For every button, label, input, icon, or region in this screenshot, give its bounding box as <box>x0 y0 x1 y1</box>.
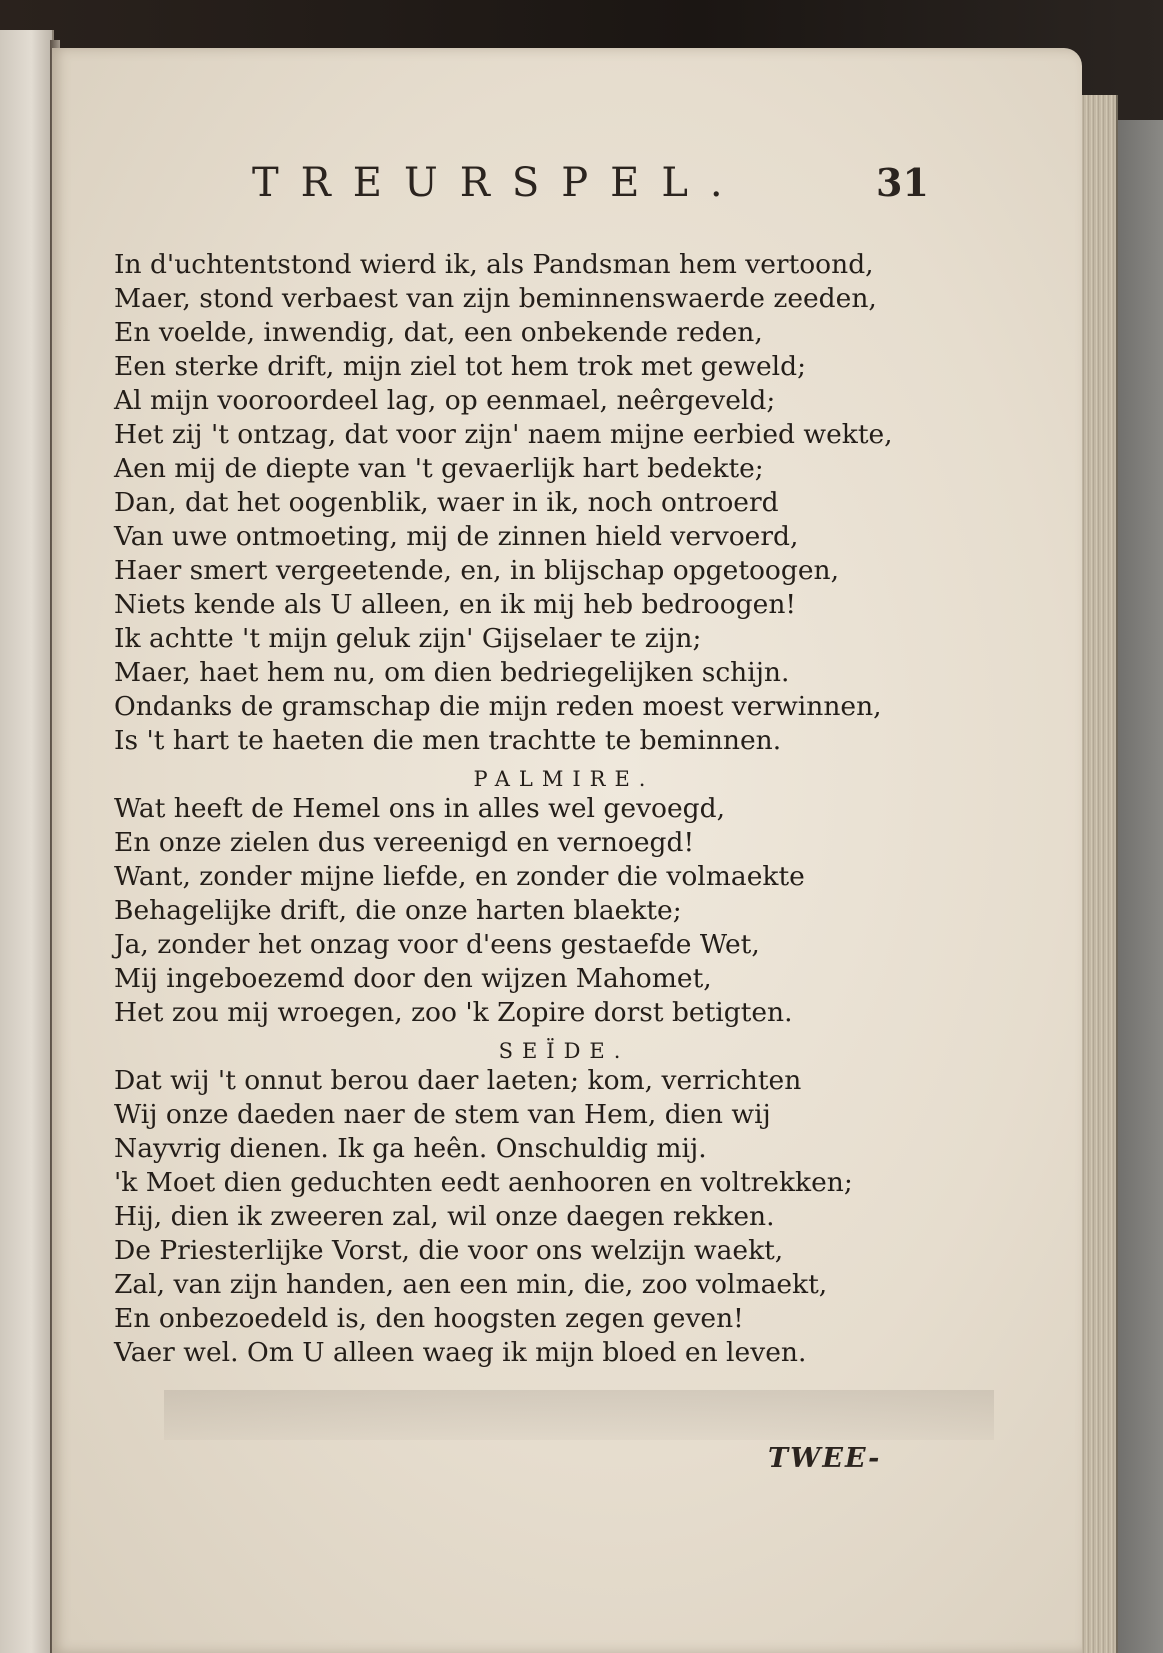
verse-line: Wat heeft de Hemel ons in alles wel gevoegd, <box>114 793 726 824</box>
verse-line: En voelde, inwendig, dat, een onbekende reden, <box>114 317 763 348</box>
verse-line: Is 't hart te haeten die men trachtte te beminnen. <box>114 725 782 756</box>
verse-line: Ondanks de gramschap die mijn reden moest verwinnen, <box>114 691 882 722</box>
facing-page-edge <box>0 30 54 1653</box>
verse-line: Het zou mij wroegen, zoo 'k Zopire dorst betigten. <box>114 997 793 1028</box>
verse-line: Ja, zonder het onzag voor d'eens gestaefde Wet, <box>114 929 760 960</box>
page-header <box>52 160 1082 220</box>
catchword: TWEE- <box>768 1443 882 1474</box>
verse-line: Dan, dat het oogenblik, waer in ik, noch ontroerd <box>114 487 779 518</box>
verse-line: De Priesterlijke Vorst, die voor ons welzijn waekt, <box>114 1235 784 1266</box>
verse-line: Haer smert vergeetende, en, in blijschap opgetoogen, <box>114 555 840 586</box>
verse-line: Niets kende als U alleen, en ik mij heb bedroogen! <box>114 589 797 620</box>
verse-line: 'k Moet dien geduchten eedt aenhooren en voltrekken; <box>114 1167 853 1198</box>
verse-line: Behagelijke drift, die onze harten blaekte; <box>114 895 682 926</box>
speaker-heading-seide: SEÏDE. <box>498 1039 630 1063</box>
verse-line: En onbezoedeld is, den hoogsten zegen geven! <box>114 1303 744 1334</box>
verse-line: Van uwe ontmoeting, mij de zinnen hield vervoerd, <box>114 521 799 552</box>
verse-line: En onze zielen dus vereenigd en vernoegd! <box>114 827 695 858</box>
verse-line: Mij ingeboezemd door den wijzen Mahomet, <box>114 963 712 994</box>
speaker-heading-palmire: PALMIRE. <box>473 767 655 791</box>
verse-line: Wij onze daeden naer de stem van Hem, dien wij <box>114 1099 771 1130</box>
verse-line: Het zij 't ontzag, dat voor zijn' naem mijne eerbied wekte, <box>114 419 893 450</box>
verse-line: Dat wij 't onnut berou daer laeten; kom, verrichten <box>114 1065 802 1096</box>
verse-line: Maer, stond verbaest van zijn beminnenswaerde zeeden, <box>114 283 877 314</box>
running-title: TREURSPEL. <box>252 160 745 206</box>
verse-line: Aen mij de diepte van 't gevaerlijk hart bedekte; <box>114 453 764 484</box>
verse-line: Een sterke drift, mijn ziel tot hem trok met geweld; <box>114 351 807 382</box>
verse-line: Want, zonder mijne liefde, en zonder die volmaekte <box>114 861 805 892</box>
verse-line: Ik achtte 't mijn geluk zijn' Gijselaer te zijn; <box>114 623 702 654</box>
verse-line: Maer, haet hem nu, om dien bedriegelijken schijn. <box>114 657 790 688</box>
verse-line: In d'uchtentstond wierd ik, als Pandsman hem vertoond, <box>114 249 874 280</box>
show-through-ink <box>164 1390 994 1440</box>
verse-text <box>114 248 1014 1370</box>
verse-line: Vaer wel. Om U alleen waeg ik mijn bloed en leven. <box>114 1337 807 1368</box>
verse-line: Zal, van zijn handen, aen een min, die, zoo volmaekt, <box>114 1269 828 1300</box>
verse-line: Nayvrig dienen. Ik ga heên. Onschuldig mij. <box>114 1133 707 1164</box>
page-number: 31 <box>876 160 929 205</box>
background-object <box>1112 120 1163 1653</box>
book-page <box>52 48 1082 1653</box>
verse-line: Al mijn vooroordeel lag, op eenmael, neêrgeveld; <box>114 385 776 416</box>
verse-line: Hij, dien ik zweeren zal, wil onze daegen rekken. <box>114 1201 775 1232</box>
